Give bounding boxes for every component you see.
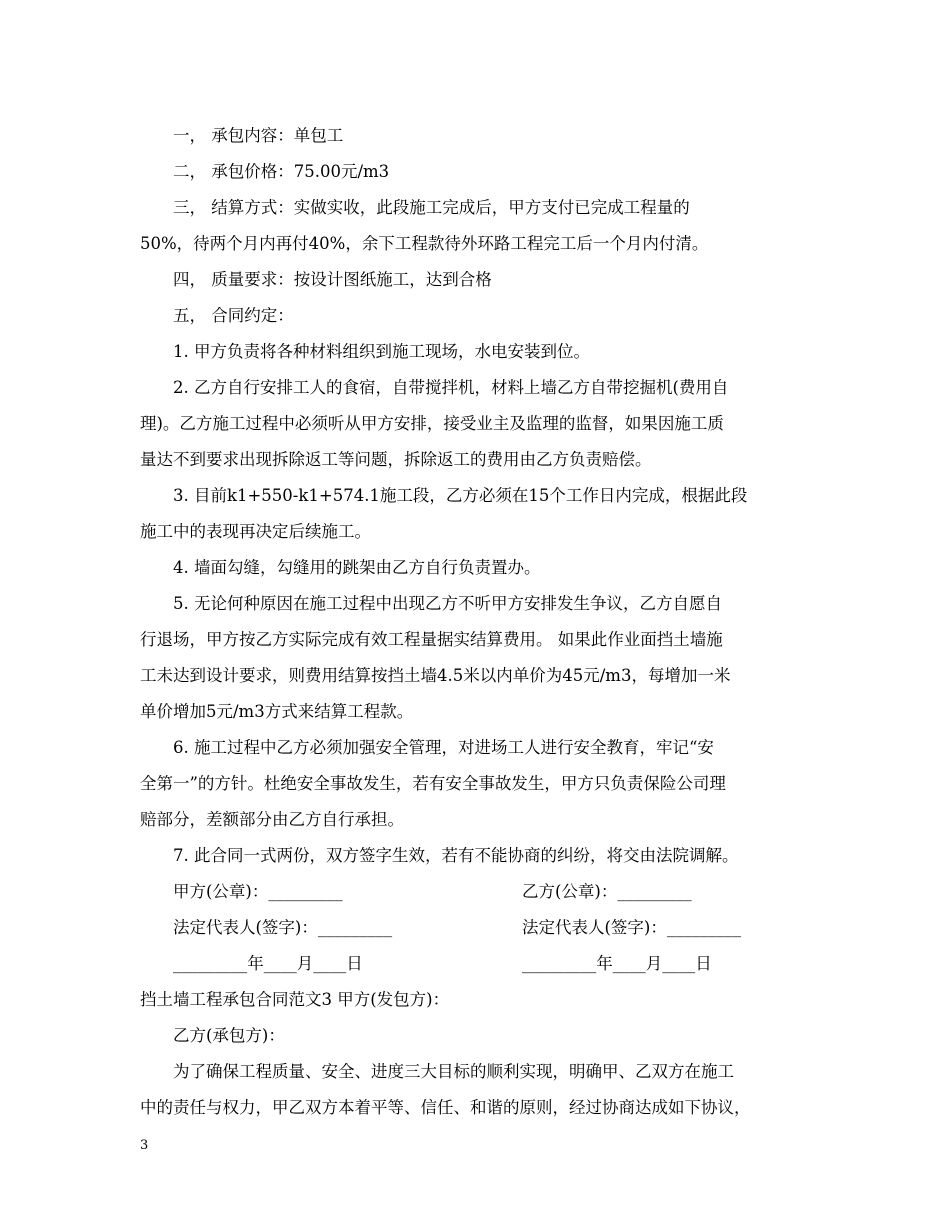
text-line: 全第一”的方针。杜绝安全事故发生，若有安全事故发生，甲方只负责保险公司理 [140, 774, 726, 793]
text-line: 乙方(承包方)： [173, 1026, 285, 1045]
text-line: 量达不到要求出现拆除返工等问题，拆除返工的费用由乙方负责赔偿。 [140, 450, 652, 469]
signature-row [140, 910, 810, 946]
text-line: 4. 墙面勾缝，勾缝用的跳架由乙方自行负责置办。 [173, 558, 541, 577]
party-b-field: 乙方(公章)：_________ [522, 882, 692, 901]
text-line: 为了确保工程质量、安全、进度三大目标的顺利实现，明确甲、乙双方在施工 [173, 1062, 734, 1081]
text-line: 一， 承包内容：单包工 [173, 126, 344, 145]
signature-block [140, 874, 810, 982]
text-line: 1. 甲方负责将各种材料组织到施工现场，水电安装到位。 [173, 342, 590, 361]
text-line: 2. 乙方自行安排工人的食宿，自带搅拌机，材料上墙乙方自带挖掘机(费用自 [173, 378, 729, 397]
text-line: 中的责任与权力，甲乙双方本着平等、信任、和谐的原则，经过协商达成如下协议， [140, 1098, 751, 1117]
party-a-field: _________年____月____日 [173, 954, 363, 973]
page-number: 3 [140, 1138, 149, 1153]
text-line: 五， 合同约定： [173, 306, 294, 325]
text-line: 二， 承包价格：75.00元/m3 [173, 162, 390, 181]
next-contract-intro [140, 982, 810, 1126]
text-line: 单价增加5元/m3方式来结算工程款。 [140, 702, 414, 721]
text-line: 6. 施工过程中乙方必须加强安全管理，对进场工人进行安全教育，牢记“安 [173, 738, 714, 757]
text-line: 5. 无论何种原因在施工过程中出现乙方不听甲方安排发生争议，乙方自愿自 [173, 594, 722, 613]
text-line: 三， 结算方式：实做实收，此段施工完成后，甲方支付已完成工程量的 [173, 198, 690, 217]
text-line: 挡土墙工程承包合同范文3 甲方(发包方)： [140, 990, 450, 1009]
text-line: 理)。乙方施工过程中必须听从甲方安排，接受业主及监理的监督，如果因施工质 [140, 414, 724, 433]
text-line: 施工中的表现再决定后续施工。 [140, 522, 371, 541]
text-line: 3. 目前k1+550-k1+574.1施工段，乙方必须在15个工作日内完成，根据此段 [173, 486, 748, 505]
signature-row [140, 946, 810, 982]
party-b-field: 法定代表人(签字)：_________ [522, 918, 742, 937]
contract-body [140, 118, 810, 1126]
text-line: 50%，待两个月内再付40%，余下工程款待外环路工程完工后一个月内付清。 [140, 234, 709, 253]
text-line: 四， 质量要求：按设计图纸施工，达到合格 [173, 270, 492, 289]
party-a-field: 法定代表人(签字)：_________ [173, 918, 393, 937]
party-b-field: _________年____月____日 [522, 954, 712, 973]
signature-row [140, 874, 810, 910]
text-line: 工未达到设计要求，则费用结算按挡土墙4.5米以内单价为45元/m3，每增加一米 [140, 666, 731, 685]
text-line: 7. 此合同一式两份，双方签字生效，若有不能协商的纠纷，将交由法院调解。 [173, 846, 739, 865]
text-line: 行退场，甲方按乙方实际完成有效工程量据实结算费用。 如果此作业面挡土墙施 [140, 630, 723, 649]
contract-terms [140, 118, 810, 874]
text-line: 赔部分，差额部分由乙方自行承担。 [140, 810, 404, 829]
party-a-field: 甲方(公章)：_________ [173, 882, 343, 901]
